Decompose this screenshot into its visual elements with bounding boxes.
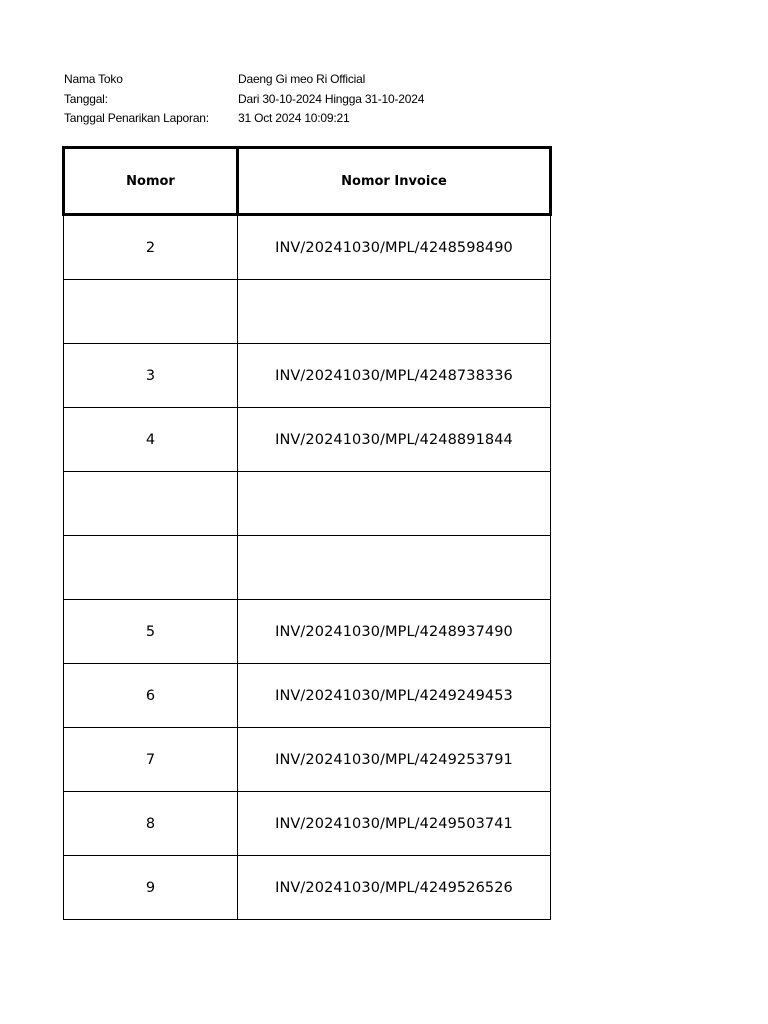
invoice-number-cell: INV/20241030/MPL/4249526526 [238, 856, 551, 920]
pull-date-label: Tanggal Penarikan Laporan: [64, 111, 209, 125]
date-range-value: Dari 30-10-2024 Hingga 31-10-2024 [238, 91, 425, 106]
report-info [64, 70, 424, 129]
invoice-number-cell [238, 280, 551, 344]
store-name-value: Daeng Gi meo Ri Official [238, 72, 366, 86]
row-number-cell: 7 [64, 728, 238, 792]
pull-date-value: 31 Oct 2024 10:09:21 [238, 111, 350, 125]
store-name-label: Nama Toko [64, 72, 123, 86]
row-number-cell [64, 280, 238, 344]
pull-date-row [64, 109, 424, 129]
invoice-number-cell [238, 536, 551, 600]
table-row [64, 728, 551, 792]
row-number-cell [64, 472, 238, 536]
date-range-row [64, 90, 424, 110]
table-row [64, 408, 551, 472]
invoice-number-cell: INV/20241030/MPL/4248937490 [238, 600, 551, 664]
table-row [64, 280, 551, 344]
table-row [64, 215, 551, 280]
invoice-table [62, 146, 552, 920]
table-row [64, 472, 551, 536]
invoice-number-cell [238, 472, 551, 536]
row-number-cell: 8 [64, 792, 238, 856]
invoice-number-cell: INV/20241030/MPL/4249249453 [238, 664, 551, 728]
row-number-cell [64, 536, 238, 600]
row-number-cell: 9 [64, 856, 238, 920]
table-row [64, 600, 551, 664]
invoice-number-cell: INV/20241030/MPL/4248738336 [238, 344, 551, 408]
row-number-cell: 6 [64, 664, 238, 728]
table-row [64, 664, 551, 728]
invoice-number-cell: INV/20241030/MPL/4248891844 [238, 408, 551, 472]
date-range-label: Tanggal: [64, 91, 108, 106]
invoice-number-cell: INV/20241030/MPL/4248598490 [238, 215, 551, 280]
row-number-cell: 2 [64, 215, 238, 280]
table-header-row [64, 148, 551, 215]
column-header-invoice: Nomor Invoice [238, 148, 551, 215]
table-row [64, 792, 551, 856]
table-row [64, 856, 551, 920]
row-number-cell: 3 [64, 344, 238, 408]
store-name-row [64, 70, 424, 90]
row-number-cell: 5 [64, 600, 238, 664]
column-header-nomor: Nomor [64, 148, 238, 215]
invoice-number-cell: INV/20241030/MPL/4249253791 [238, 728, 551, 792]
row-number-cell: 4 [64, 408, 238, 472]
table-row [64, 536, 551, 600]
table-row [64, 344, 551, 408]
invoice-number-cell: INV/20241030/MPL/4249503741 [238, 792, 551, 856]
